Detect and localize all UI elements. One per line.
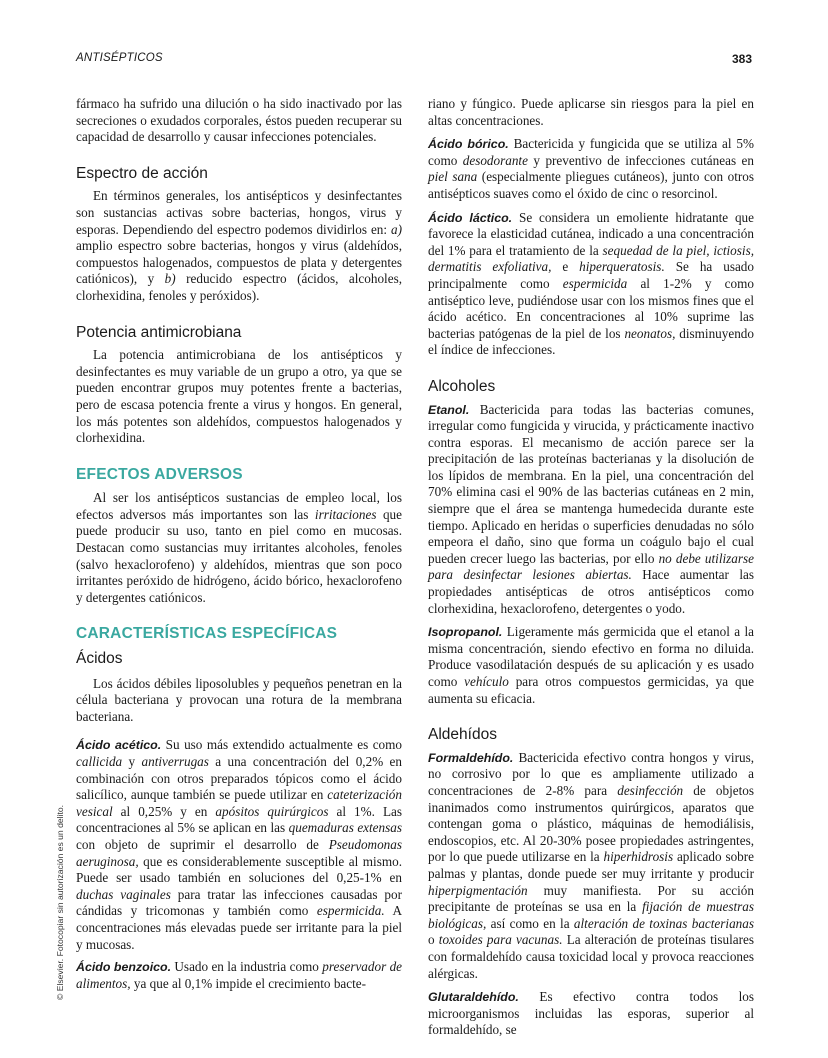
term-acido-acetico: Ácido acético. — [76, 738, 162, 753]
paragraph-efectos: Al ser los antisépticos sustancias de empleo local, los efectos adversos más importantes son las irritaciones que puede producir su uso, tanto en piel como en mucosas. Destacan como sustancias muy irritantes alcoholes, fenoles (salvo hexaclorofeno) y aldehídos, mientras que son poco irritantes peróxido de hidrógeno, ácido bórico, hexaclorofeno y detergentes catiónicos. — [76, 490, 402, 605]
term-acido-benzoico: Ácido benzoico. — [76, 960, 172, 975]
heading-aldehidos: Aldehídos — [428, 726, 497, 744]
copyright-notice: © Elsevier. Fotocopiar sin autorización es un delito. — [55, 804, 65, 1000]
heading-efectos-adversos: EFECTOS ADVERSOS — [76, 465, 243, 483]
paragraph-acido-acetico: Ácido acético. Su uso más extendido actualmente es como callicida y antiverrugas a una concentración del 0,2% en combinación con otros preparados tópicos como el ácido salicílico, aunque también se puede utilizar en cateterización vesical al 0,25% y en apósitos quirúrgicos al 1%. Las concentraciones al 5% se aplican en las quemaduras extensas con objeto de suprimir el desarrollo de Pseudomonas aeruginosa, que es considerablemente susceptible al mismo. Puede ser usado también en soluciones del 0,25-1% en duchas vaginales para tratar las infecciones causadas por cándidas y tricomonas y también como espermicida. A concentraciones más elevadas puede ser irritante para la piel y mucosas. — [76, 737, 403, 952]
term-etanol: Etanol. — [428, 402, 470, 417]
page-number: 383 — [731, 52, 752, 66]
paragraph-glutaraldehido: Glutaraldehído. Es efectivo contra todos los microorganismos incluidas las esporas, superior al formaldehído, se — [428, 989, 754, 1038]
right-column — [428, 96, 754, 1039]
left-column — [76, 96, 402, 992]
term-isopropanol: Isopropanol. — [428, 625, 503, 640]
heading-acidos: Ácidos — [76, 650, 123, 668]
paragraph-acido-borico: Ácido bórico. Bactericida y fungicida que se utiliza al 5% como desodorante y preventivo de infecciones cutáneas en piel sana (especialmente pliegues cutáneos), junto con otros antisépticos suaves como el óxido de cinc o resorcinol. — [428, 136, 754, 201]
heading-caracteristicas: CARACTERÍSTICAS ESPECÍFICAS — [76, 625, 338, 643]
heading-alcoholes: Alcoholes — [428, 377, 496, 395]
term-acido-borico: Ácido bórico. — [428, 137, 509, 152]
paragraph-espectro: En términos generales, los antisépticos y desinfectantes son sustancias activas sobre bacterias, hongos, virus y esporas. Dependiendo del espectro podemos dividirlos en: a) amplio espectro sobre bacterias, hongos y virus (aldehídos, compuestos halogenados, compuestos de plata y detergentes catiónicos), y b) reducido espectro (ácidos, alcoholes, clorhexidina, fenoles y peróxidos). — [76, 188, 402, 303]
paragraph-acido-lactico: Ácido láctico. Se considera un emoliente hidratante que favorece la elasticidad cutánea, indicado a una concentración del 1% para el tratamiento de la sequedad de la piel, ictiosis, dermatitis exfoliativa, e hiperqueratosis. Se ha usado principalmente como espermicida al 1-2% y como antiséptico leve, pudiéndose usar con los mismos fines que el ácido acético. En concentraciones al 10% suprime las bacterias patógenas de la piel de los neonatos, disminuyendo el índice de infecciones. — [428, 209, 755, 358]
paragraph-continuation: riano y fúngico. Puede aplicarse sin riesgos para la piel en altas concentraciones. — [428, 96, 754, 128]
paragraph-etanol: Etanol. Bactericida para todas las bacterias comunes, irregular como fungicida y virucida, y prácticamente inactivo contra esporas. El mecanismo de acción parece ser la precipitación de las proteínas bacterianas y la disolución de los lípidos de membrana. En la piel, una concentración del 70% elimina casi el 90% de las bacterias cutáneas en 2 min, siempre que el área se mantenga humedecida durante este tiempo. Aplicado en heridas o superficies denudadas no sólo empeora el daño, sino que forma un coágulo bajo el cual pueden crecer luego las bacterias, por ello no debe utilizarse para desinfectar lesiones abiertas. Hace aumentar las propiedades antisépticas de otros antisépticos como clorhexidina, hexaclorofeno, detergentes o yodo. — [428, 401, 754, 616]
term-glutaraldehido: Glutaraldehído. — [428, 990, 519, 1005]
running-head: ANTISÉPTICOS — [76, 52, 163, 64]
paragraph-acidos: Los ácidos débiles liposolubles y pequeños penetran en la célula bacteriana y provocan una rotura de la membrana bacteriana. — [76, 675, 402, 724]
paragraph-acido-benzoico: Ácido benzoico. Usado en la industria como preservador de alimentos, ya que al 0,1% impide el crecimiento bacte- — [76, 959, 403, 991]
heading-espectro: Espectro de acción — [76, 164, 208, 182]
paragraph-isopropanol: Isopropanol. Ligeramente más germicida que el etanol a la misma concentración, siendo efectivo en forma no diluida. Produce vasodilatación después de su aplicación y es usado como vehículo para otros compuestos germicidas, ya que aumenta su eficacia. — [428, 624, 754, 706]
paragraph-formaldehido: Formaldehído. Bactericida efectivo contra hongos y virus, no corrosivo por lo que es ampliamente utilizado a concentraciones de 2-8% para desinfección de objetos inanimados como instrumentos quirúrgicos, aparatos que contengan goma o plástico, máquinas de hemodiálisis, endoscopios, etc. Al 20-30% posee propiedades astringentes, por lo que puede utilizarse en la hiperhidrosis aplicado sobre palmas y plantas, donde puede ser muy irritante y producir hiperpigmentación muy manifiesta. Por su acción precipitante de proteínas se usa en la fijación de muestras biológicas, así como en la alteración de toxinas bacterianas o toxoides para vacunas. La alteración de proteínas tisulares con formaldehído causa toxicidad local y provoca reacciones alérgicas. — [428, 749, 755, 981]
heading-potencia: Potencia antimicrobiana — [76, 323, 242, 341]
term-acido-lactico: Ácido láctico. — [428, 210, 513, 225]
page-header — [76, 52, 752, 70]
paragraph-intro: fármaco ha sufrido una dilución o ha sido inactivado por las secreciones o exudados corporales, éstos pueden recuperar su capacidad de desarrollo y causar infecciones potenciales. — [76, 96, 402, 145]
term-formaldehido: Formaldehído. — [428, 750, 514, 765]
paragraph-potencia: La potencia antimicrobiana de los antisépticos y desinfectantes es muy variable de un grupo a otro, ya que se pueden encontrar grupos muy potentes frente a bacterias, pero de escasa potencia frente a virus y hongos. En general, los más potentes son aldehídos, compuestos halogenados y clorhexidina. — [76, 347, 402, 446]
